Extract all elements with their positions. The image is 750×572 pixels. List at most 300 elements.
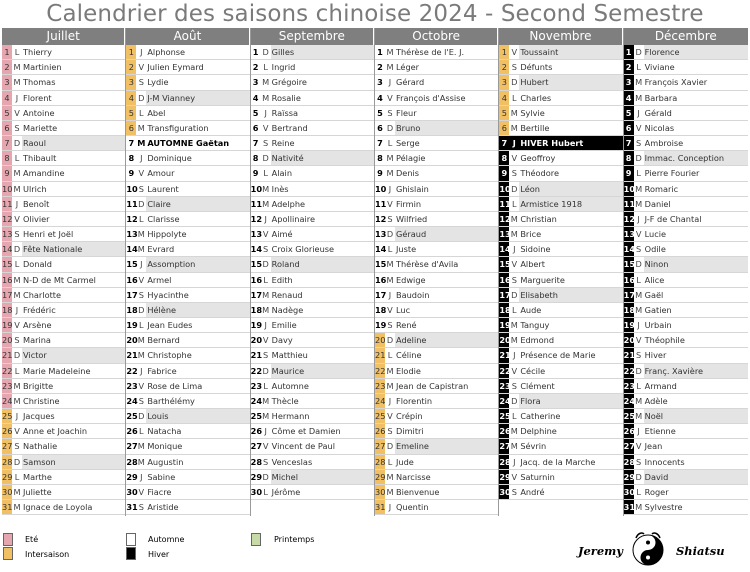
weekday-letter: L [139,426,144,437]
day-number: 24 [499,394,509,408]
legend-printemps-label: Printemps [274,535,315,544]
weekday-letter: J [388,183,392,194]
day-number: 15 [624,257,634,271]
weekday-letter: M [137,244,145,255]
weekday-letter: V [138,168,145,179]
day-row [126,75,249,90]
day-row [624,257,748,272]
day-row [126,424,249,439]
day-row [2,106,125,121]
day-row [2,242,125,257]
saint-name: Ninon [644,257,748,271]
weekday-letter: J [140,471,143,482]
weekday-letter: M [510,107,518,118]
day-number: 24 [375,394,385,408]
day-row [624,394,748,409]
weekday-letter: L [636,380,641,391]
saint-name: Florentin [395,395,433,406]
saint-name: Théodore [520,168,559,179]
day-row [375,136,498,151]
weekday-letter: M [635,502,643,513]
saint-name: Viviane [644,62,675,73]
saint-name: Emeline [395,439,498,453]
saint-name: Davy [271,335,293,346]
saint-name: Claire [146,197,249,211]
weekday-letter: M [386,259,394,270]
saint-name: Delphine [520,426,557,437]
day-number: 8 [2,151,12,165]
weekday-letter: S [511,380,517,391]
weekday-letter: M [137,441,145,452]
saint-name: Tanguy [520,320,550,331]
day-number: 13 [624,227,634,241]
day-row [375,379,498,394]
saint-name: Ghislain [395,183,429,194]
weekday-letter: S [138,502,144,513]
saint-name: François d'Assise [395,92,466,103]
weekday-letter: S [511,168,517,179]
day-number: 6 [2,121,12,135]
saint-name: Adeline [395,333,498,347]
saint-name: Alphonse [147,47,186,57]
weekday-letter: S [636,138,642,149]
day-row [624,364,748,379]
day-row [624,439,748,454]
day-row [375,273,498,288]
saint-name: Antoine [23,107,55,118]
saint-name: Cécile [520,365,546,376]
saint-name: AUTOMNE Gaëtan [147,138,230,149]
day-row [251,197,374,212]
day-row [126,333,249,348]
day-row [251,242,374,257]
weekday-letter: D [386,122,394,133]
day-row [375,470,498,485]
day-row [126,136,249,151]
day-row [624,166,748,181]
day-number: 22 [499,364,509,378]
day-row [624,45,748,60]
day-number: 5 [624,106,634,120]
month-header: Octobre [375,28,497,45]
day-row [251,364,374,379]
weekday-letter: L [263,380,268,391]
saint-name: Clarisse [147,213,180,224]
weekday-letter: M [635,395,643,406]
day-number: 13 [2,227,12,241]
saint-name: Léon [519,182,622,196]
saint-name: Innocents [644,456,685,467]
weekday-letter: D [138,304,145,315]
day-number: 28 [2,455,12,469]
weekday-letter: M [386,168,394,179]
day-row [2,409,125,424]
weekday-letter: J [388,395,392,406]
weekday-letter: D [262,259,269,270]
weekday-letter: S [387,107,393,118]
day-row [126,500,249,515]
weekday-letter: V [14,213,20,224]
saint-name: Adelphe [271,198,306,209]
weekday-letter: J [264,213,267,224]
weekday-letter: D [13,456,21,467]
saint-name: Thibault [23,153,57,164]
weekday-letter: J [264,320,267,331]
weekday-letter: J [513,350,516,361]
day-number: 15 [499,257,509,271]
day-number: 18 [2,303,12,317]
day-row [375,182,498,197]
weekday-letter: J [15,304,19,315]
month-column [2,28,126,516]
weekday-letter: M [262,289,270,300]
day-number: 12 [499,212,509,226]
day-row [624,121,748,136]
weekday-letter: J [513,456,516,467]
day-number: 2 [251,60,261,74]
saint-name: Fête Nationale [22,242,125,256]
weekday-letter: L [14,47,20,57]
saint-name: Jacques [23,411,55,422]
weekday-letter: S [387,320,393,331]
weekday-letter: M [262,92,270,103]
saint-name: Juliette [23,486,52,497]
day-row [375,424,498,439]
day-row [251,409,374,424]
saint-name: Fleur [395,107,417,118]
saint-name: Evrard [147,244,175,255]
day-row [126,91,249,106]
saint-name: Wilfried [395,213,428,224]
weekday-letter: S [138,183,144,194]
day-row [2,182,125,197]
day-number: 7 [2,136,12,150]
saint-name: Nadège [271,304,304,315]
day-row [2,318,125,333]
weekday-letter: L [387,350,393,361]
day-row [251,227,374,242]
day-row [499,212,622,227]
day-number: 31 [624,500,634,514]
weekday-letter: J [15,411,19,422]
saint-name: Rose de Lima [147,380,203,391]
saint-name: Sévrin [520,441,547,452]
weekday-letter: L [512,92,517,103]
day-row [624,91,748,106]
day-number: 23 [499,379,509,393]
day-row [126,439,249,454]
day-row [375,91,498,106]
weekday-letter: D [13,244,21,255]
brand-right-text: Shiatsu [676,544,725,558]
day-row [2,60,125,75]
weekday-letter: M [635,411,643,422]
weekday-letter: D [262,47,269,57]
day-number: 13 [375,227,385,241]
weekday-letter: M [13,486,21,497]
saint-name: Jacq. de la Marche [520,456,596,467]
weekday-letter: V [635,335,642,346]
day-row [2,379,125,394]
day-number: 30 [2,485,12,499]
day-row [499,242,622,257]
day-number: 27 [624,439,634,453]
saint-name: Automne [271,380,309,391]
day-number: 31 [375,500,385,514]
saint-name: Grégoire [271,77,307,88]
day-number: 26 [251,424,261,438]
saint-name: Juste [395,244,417,255]
day-row [2,348,125,363]
saint-name: Catherine [520,411,561,422]
day-row [251,106,374,121]
day-number: 22 [126,364,136,378]
saint-name: Jean [644,441,663,452]
day-row [375,166,498,181]
weekday-letter: V [635,441,642,452]
day-row [2,288,125,303]
saint-name: Sylvie [520,107,545,118]
weekday-letter: J [140,153,143,164]
day-row [375,227,498,242]
weekday-letter: D [635,259,642,270]
day-number: 29 [499,470,509,484]
day-number: 11 [375,197,385,211]
day-number: 29 [624,470,634,484]
day-number: 1 [375,45,385,59]
weekday-letter: D [635,365,642,376]
saint-name: Hippolyte [147,229,187,240]
weekday-letter: D [511,183,518,194]
saint-name: Barbara [644,92,678,103]
day-number: 22 [2,364,12,378]
saint-name: Armand [644,380,677,391]
saint-name: J-F de Chantal [644,213,702,224]
day-number: 19 [375,318,385,332]
day-number: 1 [499,45,509,59]
month-column [375,28,499,516]
weekday-letter: J [264,107,267,118]
legend-automne-swatch [126,533,136,546]
day-row [375,439,498,454]
weekday-letter: M [510,335,518,346]
day-row [499,455,622,470]
day-number: 8 [251,151,261,165]
saint-name: Amour [147,168,175,179]
day-number: 1 [251,45,261,59]
weekday-letter: J [509,136,519,150]
day-row [499,166,622,181]
day-row [126,182,249,197]
legend-printemps-swatch [251,533,261,546]
day-number: 17 [2,288,12,302]
day-row [375,485,498,500]
weekday-letter: V [14,320,20,331]
day-row [251,273,374,288]
day-number: 20 [499,333,509,347]
weekday-letter: M [137,229,145,240]
day-number: 2 [2,60,12,74]
day-row [251,91,374,106]
day-row [251,333,374,348]
day-row [2,151,125,166]
weekday-letter: M [510,320,518,331]
saint-name: Florence [644,45,748,59]
day-number: 20 [251,333,261,347]
weekday-letter: D [386,441,394,452]
saint-name: Noël [644,409,748,423]
saint-name: Dominique [147,153,192,164]
saint-name: Etienne [644,426,676,437]
weekday-letter: L [14,259,20,270]
saint-name: Geoffroy [520,153,556,164]
weekday-letter: L [512,198,517,209]
day-number: 21 [2,348,12,362]
saint-name: J-M Vianney [146,91,249,105]
saint-name: Julien Eymard [147,62,204,73]
day-row [126,166,249,181]
day-row [126,379,249,394]
weekday-letter: D [511,289,518,300]
day-row [251,60,374,75]
weekday-letter: J [637,107,640,118]
day-number: 29 [251,470,261,484]
saint-name: Donald [23,259,52,270]
day-number: 21 [375,348,385,362]
day-number: 15 [375,257,385,271]
day-number: 10 [375,182,385,196]
weekday-letter: M [137,335,145,346]
day-row [251,121,374,136]
day-row [126,455,249,470]
day-row [499,333,622,348]
day-number: 11 [499,197,509,211]
legend-automne-label: Automne [148,535,185,544]
day-number: 9 [2,166,12,180]
saint-name: Jean de Capistran [395,380,469,391]
day-number: 10 [499,182,509,196]
day-row [499,151,622,166]
saint-name: Raïssa [271,107,299,118]
saint-name: Albert [520,259,545,270]
weekday-letter: V [635,122,642,133]
day-row [375,333,498,348]
day-row [2,303,125,318]
day-number: 7 [624,136,634,150]
day-row [2,197,125,212]
legend-hiver-label: Hiver [148,550,170,559]
day-row [499,485,622,500]
saint-name: Thérèse d'Avila [395,259,459,270]
saint-name: Jean Eudes [147,320,193,331]
day-row [499,379,622,394]
saint-name: Immac. Conception [644,151,748,165]
saint-name: Armel [147,274,172,285]
saint-name: Roland [271,257,374,271]
weekday-letter: J [637,320,640,331]
day-row [624,273,748,288]
day-row [624,409,748,424]
saint-name: Transfiguration [147,122,209,133]
day-number: 25 [2,409,12,423]
saint-name: Sabine [147,471,176,482]
month-column [126,28,250,516]
saint-name: Ulrich [23,183,47,194]
day-number: 8 [624,151,634,165]
day-number: 30 [375,485,385,499]
day-row [126,212,249,227]
day-number: 5 [499,106,509,120]
day-number: 4 [251,91,261,105]
weekday-letter: S [138,289,144,300]
day-number: 30 [624,485,634,499]
day-row [624,288,748,303]
weekday-letter: L [139,213,144,224]
saint-name: Samson [22,455,125,469]
day-row [375,151,498,166]
saint-name: Marie Madeleine [23,365,91,376]
saint-name: Hyacinthe [147,289,189,300]
saint-name: Amandine [23,168,65,179]
day-row [499,318,622,333]
weekday-letter: M [386,380,394,391]
day-number: 23 [375,379,385,393]
saint-name: Marthe [23,471,52,482]
day-number: 10 [624,182,634,196]
day-number: 22 [375,364,385,378]
saint-name: Brigitte [23,380,54,391]
saint-name: Laurent [147,183,179,194]
day-row [2,455,125,470]
day-row [2,424,125,439]
weekday-letter: L [636,274,641,285]
weekday-letter: D [511,77,518,88]
saint-name: Gaël [644,289,664,300]
day-number: 25 [251,409,261,423]
day-row [624,379,748,394]
day-row [624,197,748,212]
day-number: 11 [251,197,261,211]
weekday-letter: M [262,198,270,209]
weekday-letter: M [137,138,146,149]
day-number: 20 [624,333,634,347]
day-number: 9 [499,166,509,180]
saint-name: Charles [520,92,552,103]
day-number: 30 [251,485,261,499]
day-row [2,212,125,227]
day-row [375,242,498,257]
day-row [499,257,622,272]
weekday-letter: L [139,107,144,118]
saint-name: Nathalie [23,441,58,452]
day-number: 2 [126,60,136,74]
day-number: 15 [251,257,261,271]
weekday-letter: M [13,183,21,194]
weekday-letter: M [386,62,394,73]
saint-name: Reine [271,138,295,149]
day-row [624,151,748,166]
day-row [499,364,622,379]
day-row [126,121,249,136]
legend-ete-label: Eté [25,535,39,544]
saint-name: Victor [22,348,125,362]
day-number: 7 [251,136,261,150]
day-number: 5 [126,106,136,120]
saint-name: Hiver [644,350,667,361]
day-number: 19 [2,318,12,332]
weekday-letter: M [13,502,21,513]
day-number: 9 [126,166,136,180]
